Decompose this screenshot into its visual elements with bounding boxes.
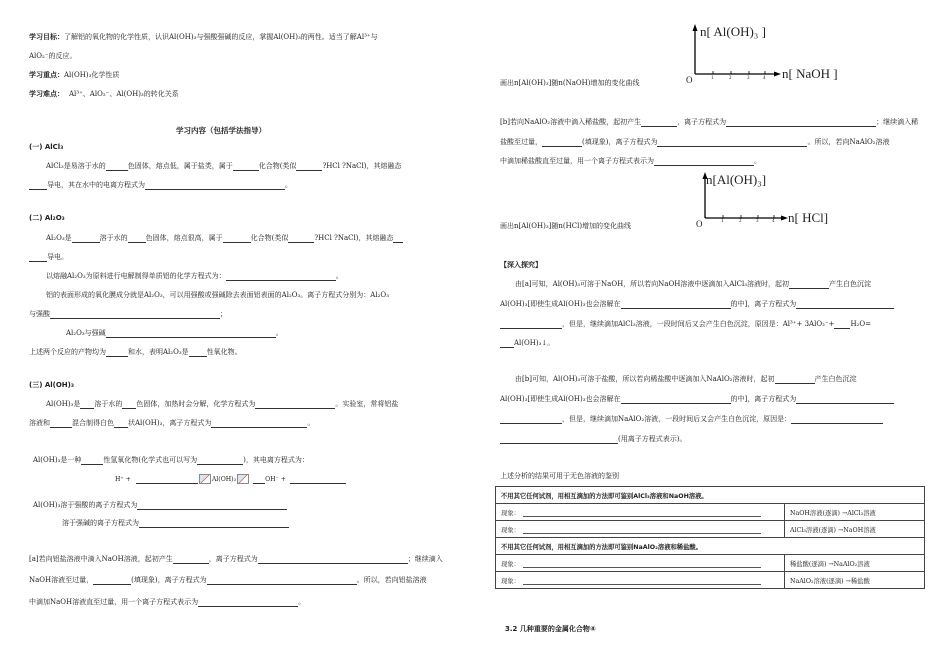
ionization-row: [115, 474, 346, 484]
table-cell-phenomenon: [496, 521, 785, 538]
blank[interactable]: [542, 138, 582, 147]
e-line3: [500, 415, 883, 424]
s2-line7: [29, 348, 242, 357]
summary-text: 上述分析的结果可用于无色溶液的鉴别: [500, 472, 619, 480]
table-cell-method: NaOH溶液(逐滴) →AlCl₃溶液: [785, 504, 925, 521]
blank[interactable]: [122, 400, 136, 409]
d-line1: [515, 280, 871, 289]
s3-l2b: 混合制得白色: [72, 419, 114, 427]
s2-l1c: 色固体，熔点很高，属于: [145, 234, 223, 242]
table-header-2: 不用其它任何试剂，用相互滴加的方法即可鉴别NaAlO₂溶液和稀盐酸。: [496, 538, 925, 555]
e3a: ，但是，继续滴加NaAlO₂溶液，一段时间后又会产生白色沉淀，原因是：: [562, 415, 792, 423]
b1b: ，离子方程式为: [677, 118, 727, 126]
goal-label: 学习目标：: [29, 33, 64, 41]
graph2-origin: O: [696, 219, 703, 229]
s3-a3b: 。: [298, 598, 306, 606]
b3a: 中滴加稀盐酸直至过量，用一个离子方程式表示为: [500, 157, 654, 165]
e-line2: [500, 395, 894, 404]
blank[interactable]: [796, 300, 894, 309]
s3-a2a: NaOH溶液至过量，: [29, 576, 94, 584]
b-line1: [500, 118, 918, 127]
d3a: ，但是，继续滴加AlCl₃溶液，一段时间后又会产生白色沉淀，原因是：Al³⁺+ 3AlO₂⁻+: [562, 320, 835, 328]
graph2-y-label: n[Al(OH)₃]: [706, 172, 767, 187]
graph1-origin: O: [686, 75, 693, 85]
blank[interactable]: [654, 157, 754, 166]
e2a: Al(OH)₃[即使生成Al(OH)₃也会溶解在: [500, 395, 621, 403]
s3-l6a: 溶于强碱的离子方程式为: [62, 519, 139, 527]
table-header-row: [496, 487, 925, 504]
blank[interactable]: [198, 598, 298, 607]
s2-l1b: 溶于水的: [99, 234, 128, 242]
s2-l7c: 性氧化物。: [206, 348, 242, 356]
e-line4: [500, 435, 686, 444]
s3-a1c: ；继续滴入: [407, 555, 443, 563]
s2-l6b: 。: [275, 329, 283, 337]
blank[interactable]: [393, 234, 403, 243]
s3-l5a: Al(OH)₃溶于强酸的离子方程式为: [33, 501, 138, 509]
table-header-1: 不用其它任何试剂，用相互滴加的方法即可鉴别AlCl₃溶液和NaOH溶液。: [496, 487, 925, 504]
s3-l1d: 。实验室，常将铝盐: [335, 400, 399, 408]
s3-line2: [29, 419, 314, 428]
graph2-tick-2: 2: [739, 219, 742, 224]
blank[interactable]: [288, 234, 314, 243]
e2b: 的中]，离子方程式为: [730, 395, 797, 403]
s1-l1d: ?HCl ?NaCl)，其熔融态: [322, 162, 402, 170]
blank[interactable]: [791, 415, 883, 424]
learning-goal: [29, 33, 378, 42]
s2-l5b: ；: [220, 310, 227, 318]
s1-title: (一) AlCl₃: [29, 143, 64, 151]
s3-line5: [33, 501, 287, 510]
s3-a-line2: [29, 576, 427, 585]
s1-l1c: 化合物(类似: [258, 162, 297, 170]
blank[interactable]: [621, 300, 731, 309]
graph1-caption: 画出n[Al(OH)₃]随n(NaOH)增加的变化曲线: [500, 79, 640, 87]
s3-l2a: 溶液和: [29, 419, 50, 427]
s2-l1a: Al₂O₃是: [46, 234, 72, 242]
s3-title: (三) Al(OH)₃: [29, 381, 74, 389]
blank[interactable]: [207, 576, 357, 585]
ion-oh: OH⁻ +: [265, 476, 286, 483]
s3-a-line3: [29, 598, 305, 607]
s2-line6: [66, 329, 283, 338]
s3-a3a: 中滴加NaOH溶液直至过量，用一个离子方程式表示为: [29, 598, 199, 606]
b2a: 盐酸至过量，: [500, 138, 542, 146]
e1a: 由[b]可知，Al(OH)₃可溶于盐酸，所以若向稀盐酸中逐滴加入NaAlO₂溶液时，起初: [515, 375, 775, 383]
s2-title: (二) Al₂O₃: [29, 214, 65, 222]
blank[interactable]: [197, 456, 243, 465]
goal-text: 了解铝的氧化物的化学性质，认识Al(OH)₃与强酸强碱的反应，掌握Al(OH)₃的两性。适当了解Al³⁺与: [64, 33, 378, 41]
s3-l2d: 。: [307, 419, 315, 427]
s2-l3a: 以熔融Al₂O₃为原料进行电解制得单质铝的化学方程式为：: [46, 272, 226, 280]
blank[interactable]: [106, 329, 276, 338]
phenomenon-blank[interactable]: [523, 526, 761, 534]
blank[interactable]: [29, 181, 47, 190]
s3-l1b: 溶于水的: [94, 400, 123, 408]
s2-line3: [46, 272, 343, 281]
s3-line6: [62, 519, 289, 528]
phenomenon-blank[interactable]: [523, 560, 761, 568]
s3-l2c: 状Al(OH)₃，离子方程式为: [128, 419, 212, 427]
s3-l1a: Al(OH)₃是: [46, 400, 81, 408]
diff-text: Al³⁺、AlO₂⁻、Al(OH)₃的转化关系: [69, 90, 179, 98]
phenomenon-label: 现象：: [501, 560, 520, 568]
graph1-y-arrow: [693, 24, 698, 31]
table-cell-method: AlCl₃溶液(逐滴) →NaOH溶液: [785, 521, 925, 538]
blank[interactable]: [223, 234, 251, 243]
table-header-row: [496, 538, 925, 555]
graph1-tick-4: 4: [763, 76, 766, 81]
s2-l3b: 。: [335, 272, 343, 280]
key-text: Al(OH)₃化学性质: [64, 71, 120, 79]
phenomenon-label: 现象：: [501, 509, 520, 517]
e1b: 产生白色沉淀: [814, 375, 857, 383]
s2-l5a: 与强酸: [29, 310, 50, 318]
blank[interactable]: [500, 320, 562, 329]
table-row: [496, 521, 925, 538]
s2-line5: [29, 310, 227, 319]
blank[interactable]: [834, 320, 850, 329]
s2-line4: 铝的表面形成的氧化膜成分就是Al₂O₃，可以用强酸或强碱除去表面铝表面的Al₂O₃。离子方程式分别为：Al₂O₃: [46, 291, 389, 299]
graph1-tick-2: 2: [729, 76, 732, 81]
s2-line2: [29, 253, 68, 262]
d-line4: [500, 339, 554, 348]
section-title: 学习内容（包括学法指导）: [176, 126, 266, 135]
blank[interactable]: [128, 234, 146, 243]
graph2-x-label: n[ HCl]: [788, 210, 829, 225]
blank[interactable]: [81, 456, 103, 465]
s2-line1: [46, 234, 403, 243]
phenomenon-blank[interactable]: [523, 509, 761, 517]
s3-a-line1: [29, 555, 443, 564]
blank[interactable]: [106, 162, 128, 171]
blank[interactable]: [106, 348, 128, 357]
d3b: H₂O=: [850, 320, 871, 328]
s3-l3b: 性氢氧化物(化学式也可以写为: [103, 456, 198, 464]
graph2-x-arrow: [781, 216, 788, 221]
key-label: 学习重点：: [29, 71, 64, 79]
blank[interactable]: [145, 181, 285, 190]
graph1-y-label: n[ Al(OH)₃ ]: [700, 24, 766, 39]
difficult-point: [29, 90, 179, 99]
s2-l7b: 和水，表明Al₂O₃是: [128, 348, 189, 356]
deep-title: 【深入探究】: [500, 261, 542, 269]
blank[interactable]: [114, 419, 128, 428]
b2c: 。所以，若向NaAlO₂溶液: [807, 138, 890, 146]
s2-l6a: Al₂O₃与强碱: [66, 329, 106, 337]
graph1-tick-3: 3: [747, 76, 750, 81]
table-row: [496, 504, 925, 521]
e-line1: [515, 375, 857, 384]
blank[interactable]: [226, 272, 336, 281]
b1c: ；继续滴入稀: [876, 118, 919, 126]
blank[interactable]: [641, 118, 677, 127]
phenomenon-label: 现象：: [501, 577, 520, 585]
b1a: [b]若向NaAlO₂溶液中滴入稀盐酸，起初产生: [500, 118, 642, 126]
blank[interactable]: [500, 339, 514, 348]
e4a: (用离子方程式表示)。: [618, 435, 687, 443]
s3-a2b: (填现象)，离子方程式为: [131, 576, 207, 584]
s1-line1: [46, 162, 402, 171]
graph1-x-label: n[ NaOH ]: [782, 66, 838, 81]
s2-l1e: ?HCl ?NaCl)，其熔融态: [314, 234, 394, 242]
table-row: [496, 555, 925, 572]
s1-l2b: 。: [285, 181, 292, 189]
blank[interactable]: [211, 419, 307, 428]
blank[interactable]: [50, 419, 72, 428]
blank[interactable]: [72, 234, 100, 243]
d2b: 的中]，离子方程式为: [730, 300, 797, 308]
blank[interactable]: [657, 138, 807, 147]
table-cell-phenomenon: [496, 504, 785, 521]
s3-a1a: [a]若向铝盐溶液中滴入NaOH溶液，起初产生: [29, 555, 173, 563]
blank[interactable]: [50, 310, 220, 319]
blank[interactable]: [173, 555, 209, 564]
graph1-tick-1: 1: [711, 76, 714, 81]
page-footer: 3.2 几种重要的金属化合物④: [505, 625, 596, 633]
blank[interactable]: [136, 475, 198, 484]
s3-line1: [46, 400, 398, 409]
graph2-caption: 画出n[Al(OH)₃]随n(HCl)增加的变化曲线: [500, 222, 632, 230]
s3-l1c: 色固体，加热时会分解，化学方程式为: [136, 400, 256, 408]
blank[interactable]: [93, 576, 131, 585]
identification-table: [495, 486, 925, 589]
d-line3: [500, 320, 871, 329]
equilibrium-arrow-icon: [199, 474, 211, 484]
s3-l3c: )，其电离方程式为：: [243, 456, 309, 464]
s1-l1b: 色固体，熔点低，属于盐类，属于: [127, 162, 233, 170]
s2-l7a: 上述两个反应的产物均为: [29, 348, 106, 356]
d4a: Al(OH)₃↓。: [514, 339, 555, 347]
table-cell-phenomenon: [496, 555, 785, 572]
b3b: 。: [754, 157, 761, 165]
s1-l2a: 导电，其在水中的电离方程式为: [47, 181, 145, 189]
phenomenon-label: 现象：: [501, 526, 520, 534]
key-point: [29, 71, 119, 80]
s2-l2a: 导电。: [47, 253, 68, 261]
d-line2: [500, 300, 894, 309]
blank[interactable]: [775, 375, 815, 384]
blank[interactable]: [233, 162, 259, 171]
d1b: 产生白色沉淀: [829, 280, 872, 288]
blank[interactable]: [500, 435, 618, 444]
blank[interactable]: [796, 395, 894, 404]
equilibrium-arrow-icon: [237, 474, 249, 484]
table-cell-method: NaAlO₂溶液(逐滴) →稀盐酸: [785, 572, 925, 589]
table-cell-phenomenon: [496, 572, 785, 589]
blank[interactable]: [500, 415, 562, 424]
graph2-tick-1: 1: [721, 219, 724, 224]
s1-line2: [29, 181, 292, 190]
b2b: (填现象)，离子方程式为: [582, 138, 658, 146]
phenomenon-blank[interactable]: [523, 577, 761, 585]
s3-line3: [33, 456, 309, 465]
graph2-tick-4: 4: [772, 219, 775, 224]
ion-mid: Al(OH)₃: [211, 476, 237, 483]
diff-label: 学习难点：: [29, 90, 64, 98]
blank[interactable]: [189, 348, 207, 357]
blank[interactable]: [139, 519, 289, 528]
b-line3: [500, 157, 761, 166]
blank[interactable]: [253, 475, 265, 484]
table-cell-method: 稀盐酸(逐滴) →NaAlO₂溶液: [785, 555, 925, 572]
blank[interactable]: [296, 162, 322, 171]
s2-l1d: 化合物(类似: [250, 234, 289, 242]
blank[interactable]: [789, 280, 829, 289]
ion-h: H⁺ +: [115, 476, 131, 483]
s3-a1b: ，离子方程式为: [208, 555, 258, 563]
graph2-tick-3: 3: [756, 219, 759, 224]
d1a: 由[a]可知，Al(OH)₃可溶于NaOH，所以若向NaOH溶液中逐滴加入AlCl₃溶液时，起初: [515, 280, 790, 288]
b-line2: [500, 138, 890, 147]
blank[interactable]: [137, 501, 287, 510]
blank[interactable]: [726, 118, 876, 127]
s1-l1a: AlCl₃是易溶于水的: [46, 162, 106, 170]
learning-goal-cont: AlO₂⁻的反应。: [29, 52, 77, 60]
s3-l3a: Al(OH)₃是一种: [33, 456, 82, 464]
table-row: [496, 572, 925, 589]
blank[interactable]: [255, 400, 335, 409]
s3-a2c: 。所以，若向铝盐溶液: [356, 576, 427, 584]
d2a: Al(OH)₃[即使生成Al(OH)₃也会溶解在: [500, 300, 621, 308]
blank[interactable]: [258, 555, 408, 564]
graph1-x-arrow: [774, 72, 781, 77]
blank[interactable]: [290, 475, 346, 484]
blank[interactable]: [29, 253, 47, 262]
blank[interactable]: [80, 400, 94, 409]
blank[interactable]: [621, 395, 731, 404]
